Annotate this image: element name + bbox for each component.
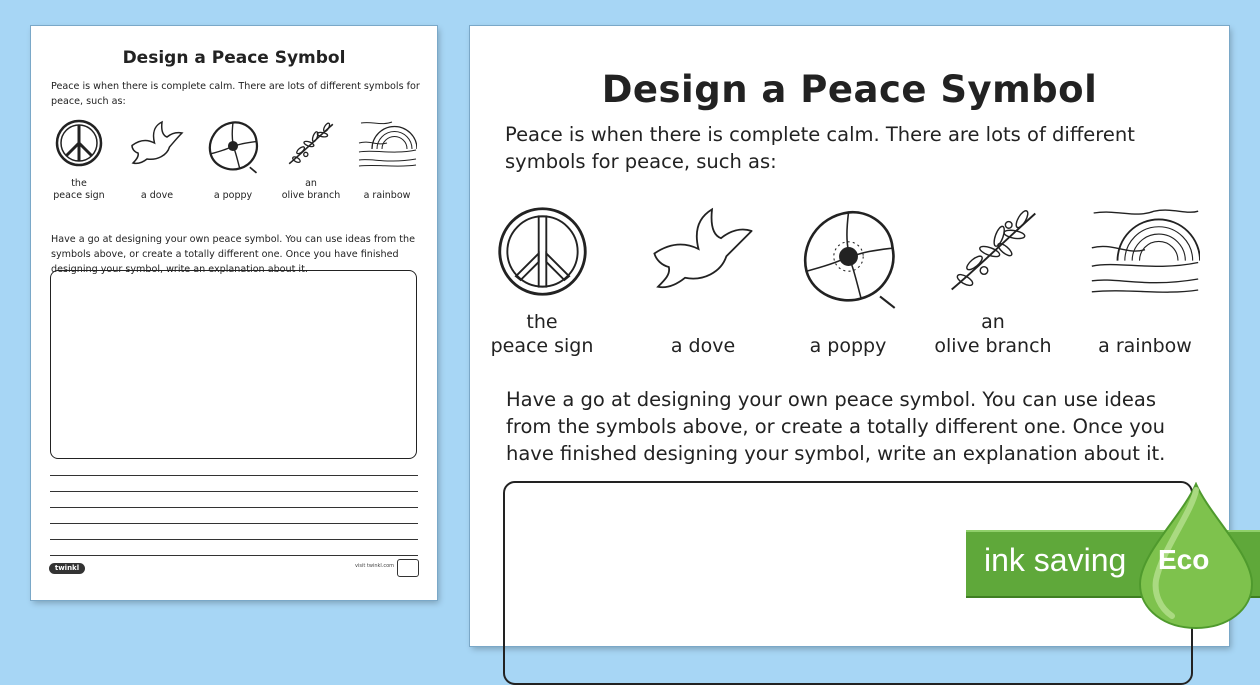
symbol-label-line2: a dove bbox=[140, 189, 174, 201]
dove-icon bbox=[127, 118, 187, 168]
worksheet-thumbnail[interactable] bbox=[31, 26, 437, 600]
symbol-dove bbox=[127, 118, 187, 208]
symbol-label-line1: the bbox=[526, 311, 558, 333]
instructions-text: Have a go at designing your own peace symbol. You can use ideas from the symbols above, or create a totally different one. Once you have finished designing your symbol, write an explanation about it. bbox=[51, 234, 415, 275]
peace-sign-icon bbox=[495, 204, 590, 299]
poppy-icon bbox=[796, 204, 901, 309]
olive-branch-icon bbox=[946, 204, 1041, 299]
symbol-label-line2: peace sign bbox=[53, 189, 105, 201]
footer-url: visit twinkl.com bbox=[355, 563, 395, 569]
rainbow-icon bbox=[1090, 204, 1200, 299]
writing-line[interactable] bbox=[50, 475, 418, 476]
symbol-poppy bbox=[203, 118, 263, 208]
symbol-label-line2: peace sign bbox=[490, 334, 594, 357]
poppy-icon bbox=[205, 118, 261, 174]
symbol-label-line2: a dove bbox=[670, 334, 736, 357]
symbol-rainbow bbox=[1085, 204, 1205, 364]
instructions-text: Have a go at designing your own peace symbol. You can use ideas from the symbols above, or create a totally different one. Once you have finished designing your symbol, write an explanation about it. bbox=[506, 388, 1166, 465]
symbol-olive-branch bbox=[281, 118, 341, 208]
symbol-label-line2: a rainbow bbox=[363, 189, 411, 201]
symbol-poppy bbox=[788, 204, 908, 364]
symbol-label-line2: a poppy bbox=[213, 189, 253, 201]
symbol-label-line1: an bbox=[305, 178, 317, 189]
symbol-label-line2: a poppy bbox=[809, 334, 887, 357]
symbol-label-line1: the bbox=[71, 178, 87, 189]
ink-saving-label: ink saving bbox=[984, 542, 1127, 578]
dove-icon bbox=[644, 204, 762, 294]
peace-sign-icon bbox=[54, 118, 104, 168]
symbol-label-line1: an bbox=[981, 311, 1005, 333]
page-title: Design a Peace Symbol bbox=[122, 48, 346, 68]
drawing-box[interactable] bbox=[50, 270, 417, 459]
rainbow-icon bbox=[357, 118, 417, 170]
symbol-peace-sign bbox=[49, 118, 109, 208]
symbol-peace-sign bbox=[482, 204, 602, 364]
symbol-label-line2: olive branch bbox=[934, 334, 1052, 357]
award-badge-icon bbox=[397, 559, 419, 577]
intro-text: Peace is when there is complete calm. There are lots of different symbols for peace, such as: bbox=[505, 123, 1135, 173]
writing-line[interactable] bbox=[50, 507, 418, 508]
symbol-label-line2: olive branch bbox=[281, 189, 341, 201]
symbol-label-line2: a rainbow bbox=[1098, 334, 1192, 357]
writing-line[interactable] bbox=[50, 491, 418, 492]
olive-branch-icon bbox=[285, 118, 337, 170]
writing-line[interactable] bbox=[50, 555, 418, 556]
eco-label: Eco bbox=[1158, 544, 1210, 575]
symbol-olive-branch bbox=[933, 204, 1053, 364]
twinkl-logo: twinkl bbox=[49, 563, 85, 574]
symbol-dove bbox=[643, 204, 763, 364]
writing-line[interactable] bbox=[50, 523, 418, 524]
page-title: Design a Peace Symbol bbox=[601, 68, 1098, 111]
writing-line[interactable] bbox=[50, 539, 418, 540]
symbol-rainbow bbox=[357, 118, 417, 208]
intro-text: Peace is when there is complete calm. There are lots of different symbols for peace, such as: bbox=[51, 81, 420, 107]
eco-drop-badge bbox=[1132, 482, 1260, 634]
